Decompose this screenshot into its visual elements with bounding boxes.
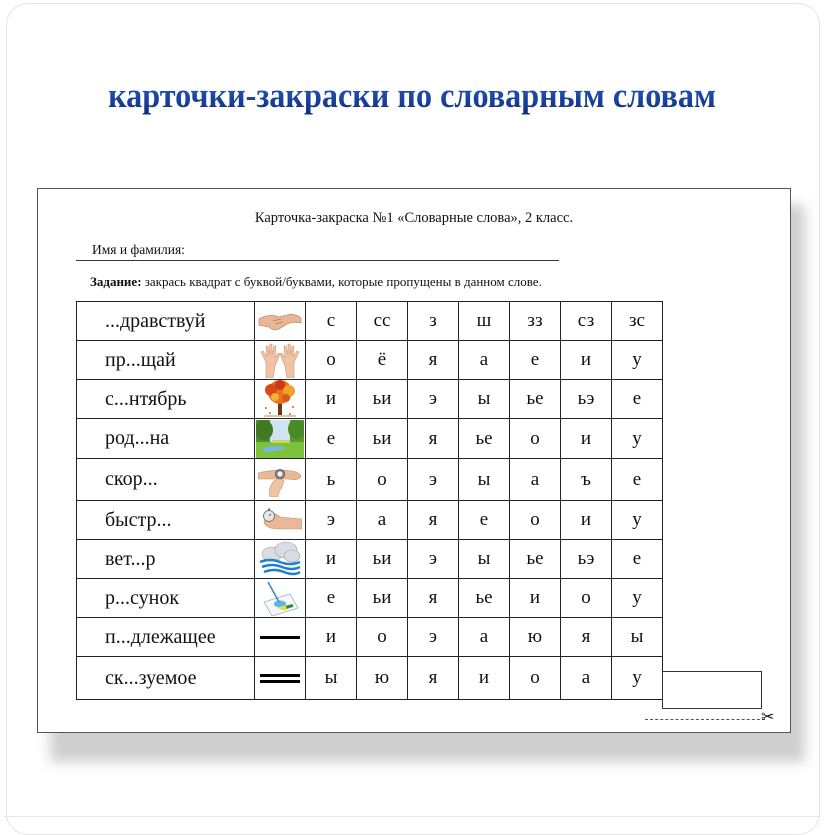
letter-option-cell[interactable]: ье	[459, 579, 510, 618]
wind-cloud-icon	[256, 541, 304, 577]
letter-option-cell[interactable]: е	[510, 341, 561, 380]
letter-option-cell[interactable]: я	[408, 341, 459, 380]
picture-cell	[255, 341, 306, 380]
letter-option-cell[interactable]: э	[306, 501, 357, 540]
letter-option-cell[interactable]: э	[408, 459, 459, 501]
word-grid	[76, 301, 663, 700]
letter-option-cell[interactable]: а	[459, 618, 510, 657]
letter-option-cell[interactable]: у	[612, 501, 663, 540]
letter-option-cell[interactable]: ьи	[357, 540, 408, 579]
table-row	[77, 657, 663, 700]
word-cell: п...длежащее	[77, 618, 255, 657]
letter-option-cell[interactable]: а	[510, 459, 561, 501]
letter-option-cell[interactable]: ьэ	[561, 380, 612, 419]
scissors-icon: ✂	[761, 709, 775, 726]
table-row	[77, 618, 663, 657]
worksheet-card	[37, 188, 791, 733]
drawing-icon	[256, 580, 304, 616]
raised-hands-icon	[256, 342, 304, 378]
letter-option-cell[interactable]: я	[561, 618, 612, 657]
single-underline-icon	[256, 619, 304, 655]
letter-option-cell[interactable]: о	[357, 459, 408, 501]
letter-option-cell[interactable]: о	[510, 419, 561, 459]
letter-option-cell[interactable]: ье	[510, 380, 561, 419]
letter-option-cell[interactable]: з	[408, 302, 459, 341]
table-row	[77, 540, 663, 579]
word-cell: р...сунок	[77, 579, 255, 618]
letter-option-cell[interactable]: ьи	[357, 419, 408, 459]
picture-cell	[255, 459, 306, 501]
word-cell: пр...щай	[77, 341, 255, 380]
letter-option-cell[interactable]: ш	[459, 302, 510, 341]
letter-option-cell[interactable]: и	[306, 380, 357, 419]
letter-option-cell[interactable]: ю	[510, 618, 561, 657]
letter-option-cell[interactable]: о	[561, 579, 612, 618]
letter-option-cell[interactable]: о	[510, 501, 561, 540]
letter-option-cell[interactable]: ьэ	[561, 540, 612, 579]
letter-option-cell[interactable]: зс	[612, 302, 663, 341]
letter-option-cell[interactable]: о	[510, 657, 561, 700]
table-row	[77, 302, 663, 341]
letter-option-cell[interactable]: е	[306, 419, 357, 459]
wristwatch-icon	[256, 462, 304, 498]
letter-option-cell[interactable]: я	[408, 657, 459, 700]
page-title: карточки-закраски по словарным словам	[33, 76, 791, 116]
word-cell: вет...р	[77, 540, 255, 579]
name-field[interactable]	[76, 242, 559, 261]
letter-option-cell[interactable]: я	[408, 501, 459, 540]
letter-option-cell[interactable]: и	[561, 501, 612, 540]
letter-option-cell[interactable]: у	[612, 579, 663, 618]
letter-option-cell[interactable]: ь	[306, 459, 357, 501]
picture-cell	[255, 657, 306, 700]
picture-cell	[255, 380, 306, 419]
letter-option-cell[interactable]: е	[612, 380, 663, 419]
double-underline-icon	[256, 660, 304, 696]
word-cell: скор...	[77, 459, 255, 501]
letter-option-cell[interactable]: э	[408, 618, 459, 657]
letter-option-cell[interactable]: ы	[306, 657, 357, 700]
word-cell: ...дравствуй	[77, 302, 255, 341]
picture-cell	[255, 618, 306, 657]
word-cell: с...нтябрь	[77, 380, 255, 419]
letter-option-cell[interactable]: и	[510, 579, 561, 618]
picture-cell	[255, 579, 306, 618]
table-row	[77, 501, 663, 540]
letter-option-cell[interactable]: и	[561, 341, 612, 380]
table-row	[77, 419, 663, 459]
table-row	[77, 380, 663, 419]
letter-option-cell[interactable]: е	[306, 579, 357, 618]
word-cell: род...на	[77, 419, 255, 459]
letter-option-cell[interactable]: я	[408, 579, 459, 618]
table-row	[77, 341, 663, 380]
letter-option-cell[interactable]: я	[408, 419, 459, 459]
name-label: Имя и фамилия:	[92, 242, 185, 257]
letter-option-cell[interactable]: ю	[357, 657, 408, 700]
letter-option-cell[interactable]: и	[459, 657, 510, 700]
table-row	[77, 459, 663, 501]
letter-option-cell[interactable]: с	[306, 302, 357, 341]
letter-option-cell[interactable]: э	[408, 380, 459, 419]
letter-option-cell[interactable]: ье	[510, 540, 561, 579]
letter-option-cell[interactable]: а	[357, 501, 408, 540]
letter-option-cell[interactable]: ъ	[561, 459, 612, 501]
letter-option-cell[interactable]: сс	[357, 302, 408, 341]
card-heading: Карточка-закраска №1 «Словарные слова», 2 класс.	[254, 210, 574, 226]
table-row	[77, 579, 663, 618]
letter-option-cell[interactable]: ье	[459, 419, 510, 459]
letter-option-cell[interactable]: зз	[510, 302, 561, 341]
letter-option-cell[interactable]: и	[306, 618, 357, 657]
letter-option-cell[interactable]: ьи	[357, 380, 408, 419]
task-text: закрась квадрат с буквой/буквами, которые пропущены в данном слове.	[141, 274, 542, 289]
word-cell: ск...зуемое	[77, 657, 255, 700]
letter-option-cell[interactable]: ьи	[357, 579, 408, 618]
cut-line	[645, 719, 765, 720]
answer-box[interactable]	[662, 671, 762, 709]
letter-option-cell[interactable]: и	[306, 540, 357, 579]
picture-cell	[255, 501, 306, 540]
letter-option-cell[interactable]: и	[561, 419, 612, 459]
landscape-icon	[256, 421, 304, 457]
letter-option-cell[interactable]: е	[459, 501, 510, 540]
letter-option-cell[interactable]: ы	[459, 459, 510, 501]
letter-option-cell[interactable]: сз	[561, 302, 612, 341]
task-label: Задание:	[90, 274, 142, 289]
picture-cell	[255, 302, 306, 341]
stopwatch-hand-icon	[256, 502, 304, 538]
divider	[4, 816, 820, 817]
picture-cell	[255, 419, 306, 459]
letter-option-cell[interactable]: а	[459, 341, 510, 380]
handshake-icon	[256, 303, 304, 339]
letter-option-cell[interactable]: у	[612, 657, 663, 700]
letter-option-cell[interactable]: о	[306, 341, 357, 380]
autumn-tree-icon	[256, 381, 304, 417]
letter-option-cell[interactable]: у	[612, 341, 663, 380]
letter-option-cell[interactable]: е	[612, 540, 663, 579]
letter-option-cell[interactable]: о	[357, 618, 408, 657]
word-cell: быстр...	[77, 501, 255, 540]
picture-cell	[255, 540, 306, 579]
letter-option-cell[interactable]: ы	[612, 618, 663, 657]
letter-option-cell[interactable]: у	[612, 419, 663, 459]
letter-option-cell[interactable]: а	[561, 657, 612, 700]
letter-option-cell[interactable]: ы	[459, 540, 510, 579]
letter-option-cell[interactable]: ё	[357, 341, 408, 380]
letter-option-cell[interactable]: э	[408, 540, 459, 579]
task-instruction	[90, 274, 542, 290]
letter-option-cell[interactable]: е	[612, 459, 663, 501]
letter-option-cell[interactable]: ы	[459, 380, 510, 419]
